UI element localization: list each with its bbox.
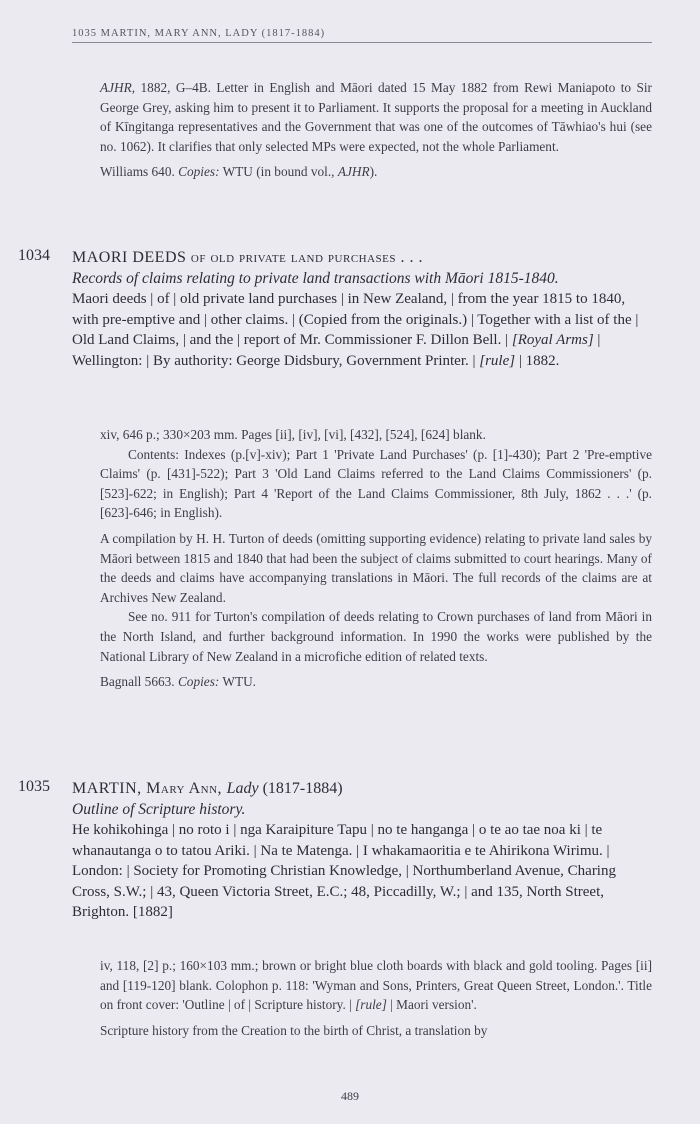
entry-1034-note-2: See no. 911 for Turton's compilation of deeds relating to Crown purchases of land from Māori in the North Island, and further background information. In 1990 the works were published by the National Library of New Zealand in a microfiche edition of related texts. bbox=[100, 609, 652, 664]
entry-1035-subtitle: Outline of Scripture history. bbox=[72, 801, 246, 818]
page-number: 489 bbox=[341, 1089, 359, 1103]
entry-1034-subtitle: Records of claims relating to private land transactions with Māori 1815-1840. bbox=[72, 270, 559, 287]
entry-1035-head bbox=[72, 778, 652, 923]
entry-1034-transcript: Maori deeds | of | old private land purchases | in New Zealand, | from the year 1815 to 1840, with pre-emptive and | other claims. | (Copied from the originals.) | Together with a list of the | Old Land Claims, | and the | report of Mr. Commissioner F. Dillon Bell. | [Royal Arms] | Wellington: | By authority: George Didsbury, Government Printer. | [rule] | 1882. bbox=[72, 291, 639, 369]
previous-entry-ref: Williams 640. Copies: WTU (in bound vol., AJHR). bbox=[100, 164, 378, 180]
previous-entry-note: AJHR, 1882, G–4B. Letter in English and Māori dated 15 May 1882 from Rewi Maniapoto to Sir George Grey, asking him to present it to Parliament. It supports the proposal for a meeting in Auckland of Kīngitanga representatives and the Government that was one of the outcomes of Tāwhiao's hui (see no. 1062). It clarifies that only selected MPs were expected, not the whole Parliament. bbox=[100, 80, 652, 154]
entry-number-1034: 1034 bbox=[18, 247, 50, 264]
entry-1034-collation: xiv, 646 p.; 330×203 mm. Pages [ii], [iv], [vi], [432], [524], [624] blank. bbox=[100, 427, 486, 442]
entry-1034-contents: Contents: Indexes (p.[v]-xiv); Part 1 'Private Land Purchases' (p. [1]-430); Part 2 'Pre-emptive Claims' (p. [431]-522); Part 3 'Old Land Claims referred to the Land Claims Commissioners' (p. [523]-622; in English); Part 4 'Report of the Land Claims Commissioner, 8th July, 1862 . . .' (p. [623]-646; in English). bbox=[100, 446, 652, 521]
entry-1034-note: A compilation by H. H. Turton of deeds (omitting supporting evidence) relating to private land sales by Māori between 1815 and 1840 that had been the subject of claims submitted to court hearings. Many of the deeds and claims have accompanying translations in Māori. The full records of the claims are at Archives New Zealand. bbox=[100, 530, 652, 605]
entry-1035-transcript: He kohikohinga | no roto i | nga Karaipiture Tapu | no te hanganga | o te ao tae noa ki | te whanautanga o to tatou Ariki. | Na te Matenga. | I whakamaoritia e te Ahirikona Wirimu. | London: | Society for Promoting Christian Knowledge, | Northumberland Avenue, Charing Cross, S.W.; | 43, Queen Victoria Street, E.C.; 48, Piccadilly, W.; | and 135, North Street, Brighton. [1882] bbox=[72, 822, 616, 920]
entry-1034-head bbox=[72, 247, 652, 371]
entry-1035-note: Scripture history from the Creation to the birth of Christ, a translation by bbox=[100, 1022, 488, 1038]
entry-1035-collation: iv, 118, [2] p.; 160×103 mm.; brown or bright blue cloth boards with black and gold tooling. Pages [ii] and [119-120] blank. Colophon p. 118: 'Wyman and Sons, Printers, Great Queen Street, London.'. Title on front cover: 'Outline | of | Scripture history. | [rule] | Maori version'. bbox=[100, 958, 652, 1013]
entry-1034-body bbox=[100, 425, 652, 692]
entry-1034-heading: MAORI DEEDS of old private land purchases . . . bbox=[72, 249, 423, 266]
previous-entry-tail bbox=[100, 78, 652, 182]
entry-1035-heading: MARTIN, Mary Ann, Lady (1817-1884) bbox=[72, 780, 343, 797]
entry-1034-ref: Bagnall 5663. Copies: WTU. bbox=[100, 674, 256, 690]
entry-1035-body bbox=[100, 956, 652, 1040]
entry-number-1035: 1035 bbox=[18, 778, 50, 795]
running-header: 1035 MARTIN, MARY ANN, LADY (1817-1884) bbox=[72, 28, 652, 43]
